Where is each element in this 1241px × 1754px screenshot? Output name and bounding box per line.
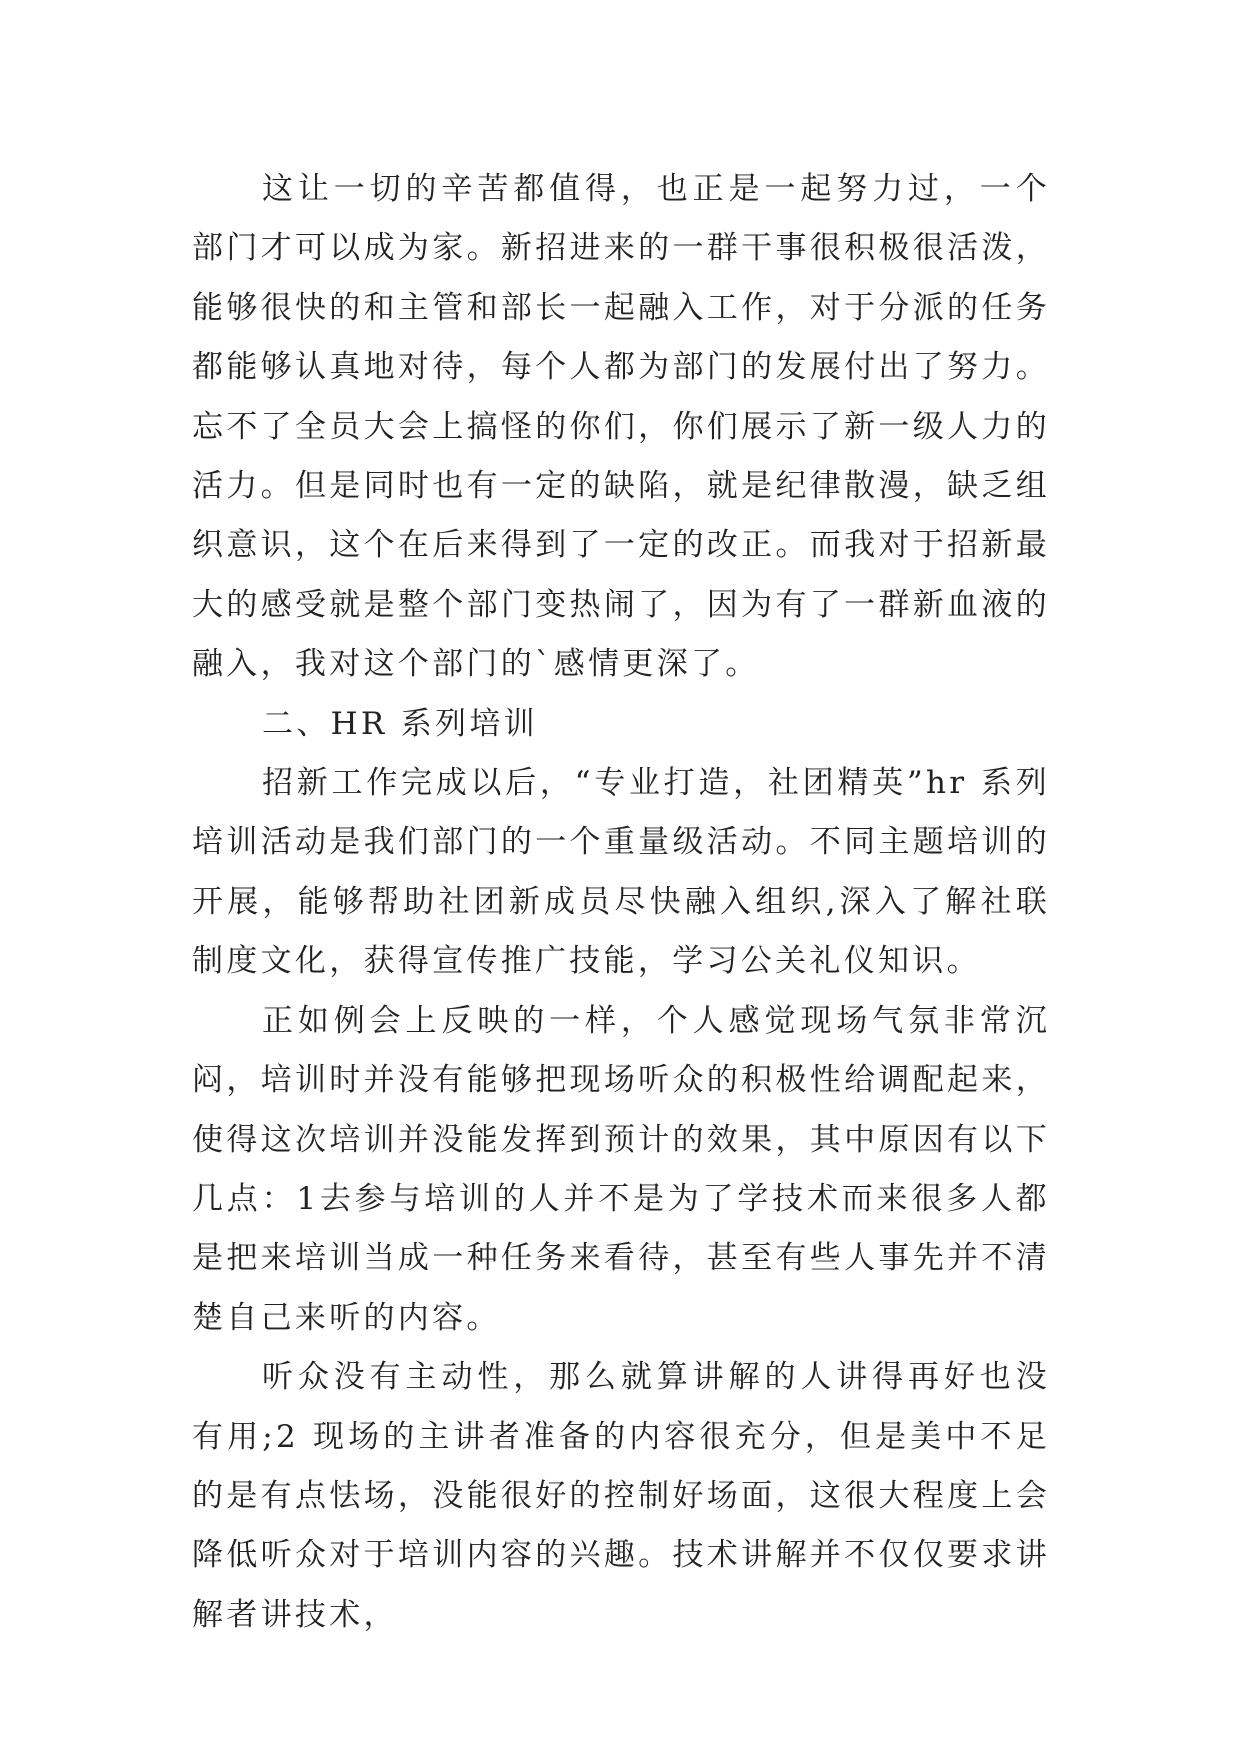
paragraph-audience-issues: 听众没有主动性，那么就算讲解的人讲得再好也没有用;2 现场的主讲者准备的内容很充分，但是美中不足的是有点怯场，没能很好的控制好场面，这很大程度上会降低听众对于培训内容的兴趣。技术讲解并不仅仅要求讲解者讲技术，	[192, 1359, 1050, 1633]
paragraph-department-reflection: 这让一切的辛苦都值得，也正是一起努力过，一个部门才可以成为家。新招进来的一群干事很积极很活泼，能够很快的和主管和部长一起融入工作，对于分派的任务都能够认真地对待，每个人都为部门的发展付出了努力。忘不了全员大会上搞怪的你们，你们展示了新一级人力的活力。但是同时也有一定的缺陷，就是纪律散漫，缺乏组织意识，这个在后来得到了一定的改正。而我对于招新最大的感受就是整个部门变热闹了，因为有了一群新血液的融入，我对这个部门的`感情更深了。	[192, 171, 1050, 683]
paragraph-training-problems: 正如例会上反映的一样，个人感觉现场气氛非常沉闷，培训时并没有能够把现场听众的积极性给调配起来，使得这次培训并没能发挥到预计的效果，其中原因有以下几点：1去参与培训的人并不是为了学技术而来很多人都是把来培训当成一种任务来看待，甚至有些人事先并不清楚自己来听的内容。	[192, 1002, 1050, 1336]
paragraph-training-overview: 招新工作完成以后，“专业打造，社团精英”hr 系列培训活动是我们部门的一个重量级活动。不同主题培训的开展，能够帮助社团新成员尽快融入组织,深入了解社联制度文化，获得宣传推广技能，学习公关礼仪知识。	[192, 765, 1050, 980]
section-heading-hr-training: 二、HR 系列培训	[262, 705, 538, 742]
document-body	[192, 160, 1050, 1645]
